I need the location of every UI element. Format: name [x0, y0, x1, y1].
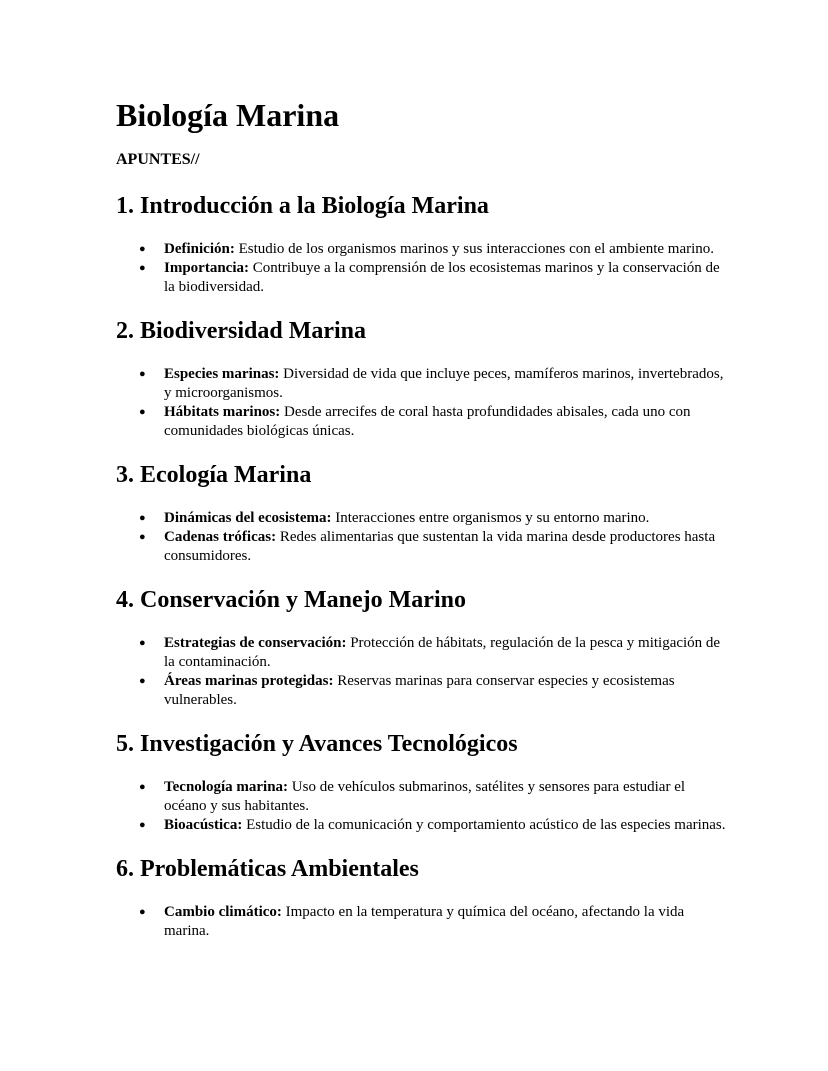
list-item-text: Estudio de la comunicación y comportamiento acústico de las especies marinas. [242, 817, 726, 833]
list-item [139, 778, 728, 816]
bullet-list [116, 509, 728, 566]
bullet-icon: ● [139, 906, 146, 918]
list-item [139, 816, 728, 835]
bullet-icon: ● [139, 819, 146, 831]
list-item [139, 672, 728, 710]
list-item-term: Especies marinas: [164, 366, 280, 382]
bullet-list [116, 634, 728, 710]
section-heading: 3. Ecología Marina [116, 462, 312, 488]
list-item [139, 903, 728, 941]
list-item-term: Hábitats marinos: [164, 404, 281, 420]
list-item-text: Contribuye a la comprensión de los ecosistemas marinos y la conservación de la biodiversidad. [164, 260, 720, 295]
section-heading: 2. Biodiversidad Marina [116, 318, 367, 344]
list-item [139, 259, 728, 297]
list-item-term: Estrategias de conservación: [164, 635, 347, 651]
bullet-icon: ● [139, 637, 146, 649]
list-item-text: Protección de hábitats, regulación de la pesca y mitigación de la contaminación. [164, 635, 721, 670]
list-item-term: Dinámicas del ecosistema: [164, 510, 332, 526]
list-item-term: Definición: [164, 241, 235, 257]
list-item-term: Cadenas tróficas: [164, 529, 277, 545]
bullet-icon: ● [139, 531, 146, 543]
section-heading: 6. Problemáticas Ambientales [116, 856, 419, 882]
list-item [139, 403, 728, 441]
bullet-icon: ● [139, 368, 146, 380]
list-item-text: Estudio de los organismos marinos y sus interacciones con el ambiente marino. [234, 241, 715, 257]
bullet-list [116, 365, 728, 441]
list-item-term: Bioacústica: [164, 817, 243, 833]
list-item-text: Reservas marinas para conservar especies y ecosistemas vulnerables. [164, 673, 675, 708]
page-subtitle: APUNTES// [116, 151, 200, 168]
list-item-text: Redes alimentarias que sustentan la vida marina desde productores hasta consumidores. [164, 529, 716, 564]
section-heading: 5. Investigación y Avances Tecnológicos [116, 731, 518, 757]
bullet-icon: ● [139, 262, 146, 274]
bullet-icon: ● [139, 243, 146, 255]
section-heading: 4. Conservación y Manejo Marino [116, 587, 466, 613]
list-item-text: Diversidad de vida que incluye peces, mamíferos marinos, invertebrados, y microorganismos. [164, 366, 724, 401]
section-problematicas [116, 855, 728, 941]
section-heading: 1. Introducción a la Biología Marina [116, 193, 489, 219]
list-item [139, 509, 728, 528]
list-item-text: Interacciones entre organismos y su entorno marino. [331, 510, 650, 526]
list-item-text: Uso de vehículos submarinos, satélites y sensores para estudiar el océano y sus habitantes. [164, 779, 686, 814]
section-ecologia [116, 461, 728, 566]
section-introduccion [116, 192, 728, 297]
list-item [139, 634, 728, 672]
list-item-term: Importancia: [164, 260, 249, 276]
bullet-icon: ● [139, 781, 146, 793]
list-item-term: Tecnología marina: [164, 779, 289, 795]
bullet-list [116, 903, 728, 941]
bullet-list [116, 240, 728, 297]
bullet-list [116, 778, 728, 835]
list-item [139, 240, 728, 259]
section-biodiversidad [116, 317, 728, 441]
list-item-term: Áreas marinas protegidas: [164, 673, 334, 689]
list-item-text: Impacto en la temperatura y química del océano, afectando la vida marina. [164, 904, 685, 939]
page-title: Biología Marina [116, 97, 340, 133]
section-investigacion [116, 730, 728, 835]
bullet-icon: ● [139, 406, 146, 418]
bullet-icon: ● [139, 512, 146, 524]
list-item-text: Desde arrecifes de coral hasta profundidades abisales, cada uno con comunidades biológicas únicas. [164, 404, 691, 439]
section-conservacion [116, 586, 728, 710]
list-item-term: Cambio climático: [164, 904, 282, 920]
list-item [139, 528, 728, 566]
bullet-icon: ● [139, 675, 146, 687]
list-item [139, 365, 728, 403]
